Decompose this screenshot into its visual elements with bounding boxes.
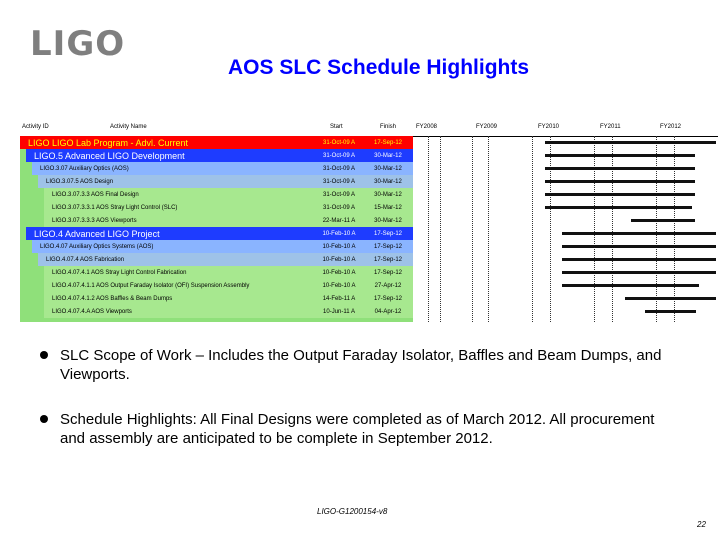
activity-start: 10-Feb-10 A — [322, 256, 356, 263]
gantt-bar — [562, 232, 716, 235]
activity-start: 14-Feb-11 A — [322, 295, 356, 302]
activity-finish: 30-Mar-12 — [374, 165, 402, 172]
activity-name: LIGO.3.07.3.3 AOS Final Design — [52, 191, 139, 198]
activity-start: 10-Feb-10 A — [322, 282, 356, 289]
gantt-bar — [562, 258, 716, 261]
activity-start: 31-Oct-09 A — [322, 165, 355, 172]
activity-finish: 17-Sep-12 — [373, 256, 403, 263]
activity-finish: 30-Mar-12 — [374, 217, 402, 224]
gantt-bar — [562, 245, 716, 248]
bullet-dot-icon — [40, 351, 48, 359]
activity-name: LIGO.3.07.3.3.1 AOS Stray Light Control (SLC) — [52, 204, 178, 211]
schedule-row — [32, 240, 413, 253]
activity-start: 10-Jun-11 A — [323, 308, 355, 315]
page-number: 22 — [697, 520, 706, 529]
schedule-row — [38, 175, 413, 188]
schedule-row — [44, 188, 413, 201]
gantt-bar — [545, 167, 695, 170]
schedule-chart — [20, 124, 718, 322]
bullet-text: SLC Scope of Work – Includes the Output Faraday Isolator, Baffles and Beam Dumps, and Viewports. — [60, 347, 662, 383]
gantt-bar — [545, 154, 695, 157]
schedule-row — [32, 162, 413, 175]
bullet-item — [40, 410, 670, 448]
activity-start: 10-Feb-10 A — [322, 230, 356, 237]
gantt-bar — [545, 141, 716, 144]
header-year: FY2012 — [660, 124, 681, 134]
bullet-dot-icon — [40, 415, 48, 423]
activity-finish: 04-Apr-12 — [374, 308, 402, 315]
activity-start: 10-Feb-10 A — [322, 269, 356, 276]
activity-finish: 17-Sep-12 — [373, 230, 403, 237]
activity-finish: 30-Mar-12 — [374, 191, 402, 198]
activity-start: 31-Oct-09 A — [322, 152, 355, 159]
timeline-gridline — [472, 136, 473, 322]
header-year: FY2011 — [600, 124, 621, 134]
header-start: Start — [330, 124, 343, 134]
timeline-gridline — [674, 136, 675, 322]
activity-start: 31-Oct-09 A — [322, 178, 355, 185]
ligo-logo: LIGO — [30, 24, 126, 64]
activity-finish: 15-Mar-12 — [374, 204, 402, 211]
activity-finish: 17-Sep-12 — [373, 243, 403, 250]
timeline-gridline — [532, 136, 533, 322]
timeline-gridline — [428, 136, 429, 322]
gantt-bar — [545, 180, 695, 183]
schedule-row — [44, 292, 413, 305]
bullet-item — [40, 346, 670, 384]
activity-name: LIGO.4.07.4 AOS Fabrication — [46, 256, 125, 263]
activity-start: 31-Oct-09 A — [322, 139, 355, 146]
activity-name: LIGO LIGO Lab Program - Advl. Current — [28, 137, 189, 148]
schedule-row — [44, 214, 413, 227]
gantt-bar — [645, 310, 696, 313]
slide-title: AOS SLC Schedule Highlights — [228, 56, 530, 79]
gantt-bar — [631, 219, 694, 222]
header-activity-id: Activity ID — [22, 124, 49, 134]
timeline-gridline — [440, 136, 441, 322]
timeline-gridline — [488, 136, 489, 322]
activity-name: LIGO.3.07.3.3.3 AOS Viewports — [52, 217, 137, 224]
activity-start: 31-Oct-09 A — [322, 191, 355, 198]
timeline-gridline — [550, 136, 551, 322]
schedule-row — [26, 227, 413, 240]
schedule-row — [44, 266, 413, 279]
activity-finish: 17-Sep-12 — [373, 139, 403, 146]
timeline-gridline — [656, 136, 657, 322]
header-finish: Finish — [380, 124, 396, 134]
schedule-row — [38, 253, 413, 266]
schedule-row — [44, 279, 413, 292]
gantt-bar — [562, 271, 716, 274]
gantt-bar — [625, 297, 716, 300]
activity-finish: 17-Sep-12 — [373, 269, 403, 276]
activity-start: 22-Mar-11 A — [322, 217, 356, 224]
schedule-row — [20, 136, 413, 149]
header-activity-name: Activity Name — [110, 124, 147, 134]
activity-name: LIGO.4.07.4.1.2 AOS Baffles & Beam Dumps — [52, 295, 173, 302]
header-year: FY2008 — [416, 124, 437, 134]
activity-start: 31-Oct-09 A — [322, 204, 355, 211]
document-id: LIGO-G1200154-v8 — [317, 507, 388, 516]
bullet-list — [40, 346, 670, 474]
header-year: FY2010 — [538, 124, 559, 134]
activity-name: LIGO.3.07.5 AOS Design — [46, 178, 114, 185]
activity-start: 10-Feb-10 A — [322, 243, 356, 250]
activity-name: LIGO.3.07 Auxiliary Optics (AOS) — [40, 165, 129, 172]
timeline-gridline — [594, 136, 595, 322]
activity-name: LIGO.4.07.4.1 AOS Stray Light Control Fabrication — [52, 269, 187, 276]
schedule-row — [44, 305, 413, 318]
activity-name: LIGO.4.07.4.A AOS Viewports — [52, 308, 132, 315]
schedule-row — [44, 201, 413, 214]
activity-name: LIGO.4.07 Auxiliary Optics Systems (AOS) — [40, 243, 154, 250]
activity-name: LIGO.5 Advanced LIGO Development — [34, 150, 185, 161]
header-year: FY2009 — [476, 124, 497, 134]
activity-finish: 17-Sep-12 — [373, 295, 403, 302]
bullet-text: Schedule Highlights: All Final Designs were completed as of March 2012. All procurement and assembly are anticipated to be complete in September 2012. — [60, 411, 655, 447]
schedule-row — [26, 149, 413, 162]
gantt-bar — [562, 284, 699, 287]
gantt-bar — [545, 193, 695, 196]
activity-finish: 30-Mar-12 — [374, 178, 402, 185]
gantt-bar — [545, 206, 692, 209]
activity-name: LIGO.4.07.4.1.1 AOS Output Faraday Isolator (OFI) Suspension Assembly — [52, 282, 250, 289]
timeline-gridline — [612, 136, 613, 322]
activity-finish: 27-Apr-12 — [374, 282, 402, 289]
activity-name: LIGO.4 Advanced LIGO Project — [34, 228, 160, 239]
activity-finish: 30-Mar-12 — [374, 152, 402, 159]
